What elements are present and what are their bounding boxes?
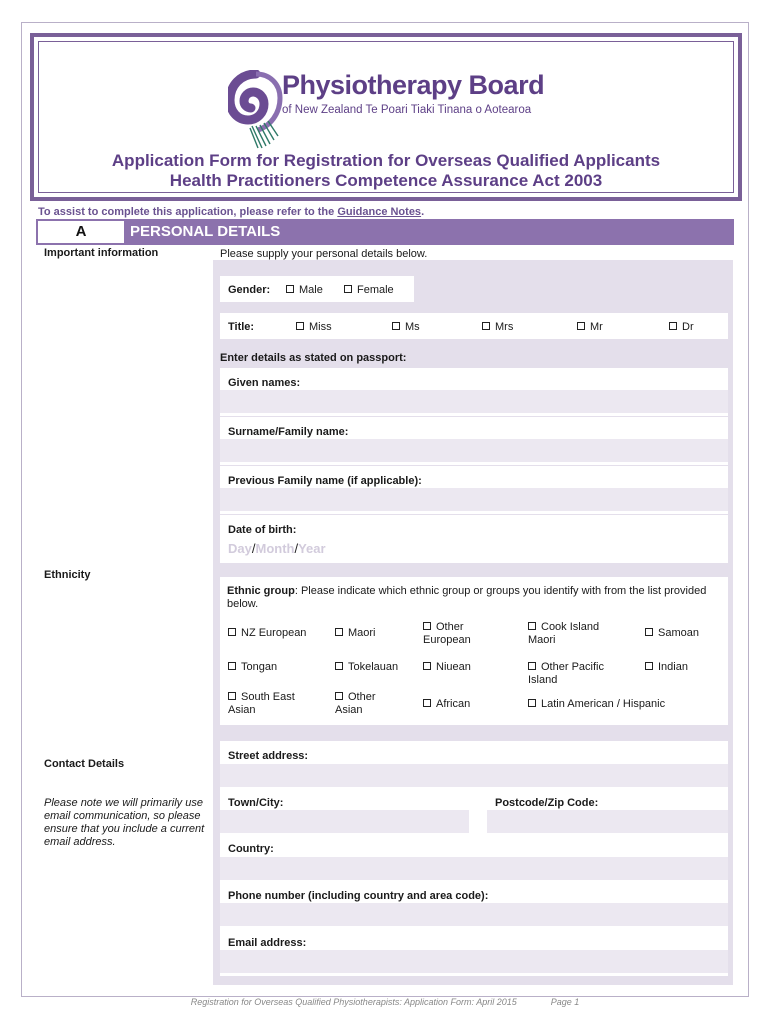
checkbox-icon[interactable] (669, 322, 677, 330)
assist-lead: To assist to complete this application, please refer to the (38, 206, 338, 218)
ethnic-tokelauan[interactable] (335, 661, 398, 674)
phone-input[interactable] (220, 903, 728, 926)
email-label: Email address: (228, 937, 307, 949)
ethnic-niuean[interactable] (423, 661, 471, 674)
ethnic-option-label: Samoan (658, 627, 699, 639)
surname-label: Surname/Family name: (228, 426, 349, 438)
footer-text: Registration for Overseas Qualified Physiotherapists: Application Form: April 2015 (190, 997, 517, 1007)
dob-day: Day (228, 541, 252, 556)
checkbox-icon[interactable] (423, 622, 431, 630)
ethnic-cook-island-maori[interactable] (528, 621, 618, 647)
title-label: Title: (228, 321, 255, 333)
ethnic-option-label: South East Asian (228, 691, 295, 716)
ethnic-other-asian[interactable] (335, 691, 395, 717)
dob-sep-1: / (251, 541, 256, 556)
ethnic-african[interactable] (423, 698, 470, 711)
ethnic-samoan[interactable] (645, 627, 699, 640)
ethnic-option-label: Tokelauan (348, 661, 399, 673)
ethnic-group-label: Ethnic group (227, 585, 295, 597)
page-footer (0, 997, 770, 1007)
checkbox-icon[interactable] (482, 322, 490, 330)
checkbox-icon[interactable] (286, 285, 294, 293)
board-logo (228, 70, 558, 150)
dob-input[interactable] (228, 541, 326, 556)
ethnic-tongan[interactable] (228, 661, 277, 674)
checkbox-icon[interactable] (335, 662, 343, 670)
fern-koru-icon (228, 70, 284, 150)
previous-name-input[interactable] (220, 488, 728, 511)
logo-subtitle: of New Zealand Te Poari Tiaki Tinana o Aotearoa (282, 104, 532, 116)
phone-label: Phone number (including country and area code): (228, 890, 489, 902)
checkbox-icon[interactable] (335, 692, 343, 700)
ethnic-other-european[interactable] (423, 621, 503, 647)
assist-end: . (421, 206, 425, 218)
surname-input[interactable] (220, 439, 728, 462)
guidance-notes-link[interactable]: Guidance Notes (337, 206, 422, 218)
ethnic-option-label: Indian (658, 661, 688, 673)
email-note: Please note we will primarily use email communication, so please ensure that you include a current email address. (44, 797, 205, 848)
ethnic-latin-american[interactable] (528, 698, 665, 711)
checkbox-icon[interactable] (645, 628, 653, 636)
ethnic-option-label: Other Asian (335, 691, 376, 716)
previous-name-label: Previous Family name (if applicable): (228, 475, 422, 487)
town-label: Town/City: (228, 797, 284, 809)
checkbox-icon[interactable] (296, 322, 304, 330)
ethnic-maori[interactable] (335, 627, 376, 640)
section-title: PERSONAL DETAILS (130, 223, 281, 240)
postcode-input[interactable] (487, 810, 728, 833)
checkbox-icon[interactable] (228, 628, 236, 636)
ethnic-option-label: Tongan (241, 661, 278, 673)
ethnic-option-label: Maori (348, 627, 376, 639)
contact-details-label: Contact Details (44, 758, 125, 770)
title-ms-option[interactable] (392, 321, 420, 334)
gender-male-option[interactable] (286, 284, 323, 297)
street-label: Street address: (228, 750, 309, 762)
checkbox-icon[interactable] (528, 662, 536, 670)
ethnicity-label: Ethnicity (44, 569, 91, 581)
important-info-label: Important information (44, 247, 159, 259)
checkbox-icon[interactable] (335, 628, 343, 636)
title-mrs-label: Mrs (495, 321, 514, 333)
checkbox-icon[interactable] (423, 662, 431, 670)
country-input[interactable] (220, 857, 728, 880)
dob-label: Date of birth: (228, 524, 297, 536)
town-input[interactable] (220, 810, 469, 833)
title-mr-option[interactable] (577, 321, 603, 334)
given-names-label: Given names: (228, 377, 301, 389)
dob-month: Month (255, 541, 295, 556)
ethnic-indian[interactable] (645, 661, 688, 674)
checkbox-icon[interactable] (344, 285, 352, 293)
checkbox-icon[interactable] (645, 662, 653, 670)
ethnic-instruction (227, 585, 707, 611)
postcode-label: Postcode/Zip Code: (495, 797, 599, 809)
checkbox-icon[interactable] (423, 699, 431, 707)
title-mrs-option[interactable] (482, 321, 513, 334)
gender-female-label: Female (357, 284, 394, 296)
ethnic-option-label: Cook Island Maori (528, 621, 600, 646)
ethnic-option-label: Other Pacific Island (528, 661, 604, 686)
ethnic-other-pacific[interactable] (528, 661, 623, 687)
ethnic-option-label: Latin American / Hispanic (541, 698, 666, 710)
checkbox-icon[interactable] (528, 699, 536, 707)
title-mr-label: Mr (590, 321, 603, 333)
page-number: Page 1 (550, 997, 580, 1007)
form-subtitle: Health Practitioners Competence Assurance Act 2003 (169, 171, 603, 190)
form-title: Application Form for Registration for Overseas Qualified Applicants (111, 151, 661, 170)
section-header (36, 219, 734, 245)
email-input[interactable] (220, 950, 728, 973)
checkbox-icon[interactable] (228, 692, 236, 700)
ethnic-option-label: African (436, 698, 471, 710)
title-dr-option[interactable] (669, 321, 694, 334)
gender-label: Gender: (228, 284, 271, 296)
gender-female-option[interactable] (344, 284, 394, 297)
checkbox-icon[interactable] (392, 322, 400, 330)
ethnic-option-label: NZ European (241, 627, 307, 639)
title-dr-label: Dr (682, 321, 694, 333)
ethnic-instruction-text: : Please indicate which ethnic group or groups you identify with from the list provided below. (227, 585, 707, 610)
title-miss-option[interactable] (296, 321, 332, 334)
supply-text: Please supply your personal details below. (220, 248, 428, 260)
assist-text (38, 206, 424, 218)
country-label: Country: (228, 843, 274, 855)
section-letter: A (38, 221, 124, 243)
ethnic-nz-european[interactable] (228, 627, 306, 640)
checkbox-icon[interactable] (577, 322, 585, 330)
title-ms-label: Ms (405, 321, 420, 333)
ethnic-south-east-asian[interactable] (228, 691, 313, 717)
given-names-input[interactable] (220, 390, 728, 413)
title-miss-label: Miss (309, 321, 332, 333)
street-input[interactable] (220, 764, 728, 787)
ethnic-option-label: Other European (423, 621, 471, 646)
ethnic-option-label: Niuean (436, 661, 471, 673)
passport-heading: Enter details as stated on passport: (220, 352, 407, 364)
checkbox-icon[interactable] (528, 622, 536, 630)
logo-title: Physiotherapy Board (282, 70, 545, 100)
dob-year: Year (298, 541, 326, 556)
checkbox-icon[interactable] (228, 662, 236, 670)
gender-male-label: Male (299, 284, 323, 296)
dob-sep-2: / (294, 541, 299, 556)
